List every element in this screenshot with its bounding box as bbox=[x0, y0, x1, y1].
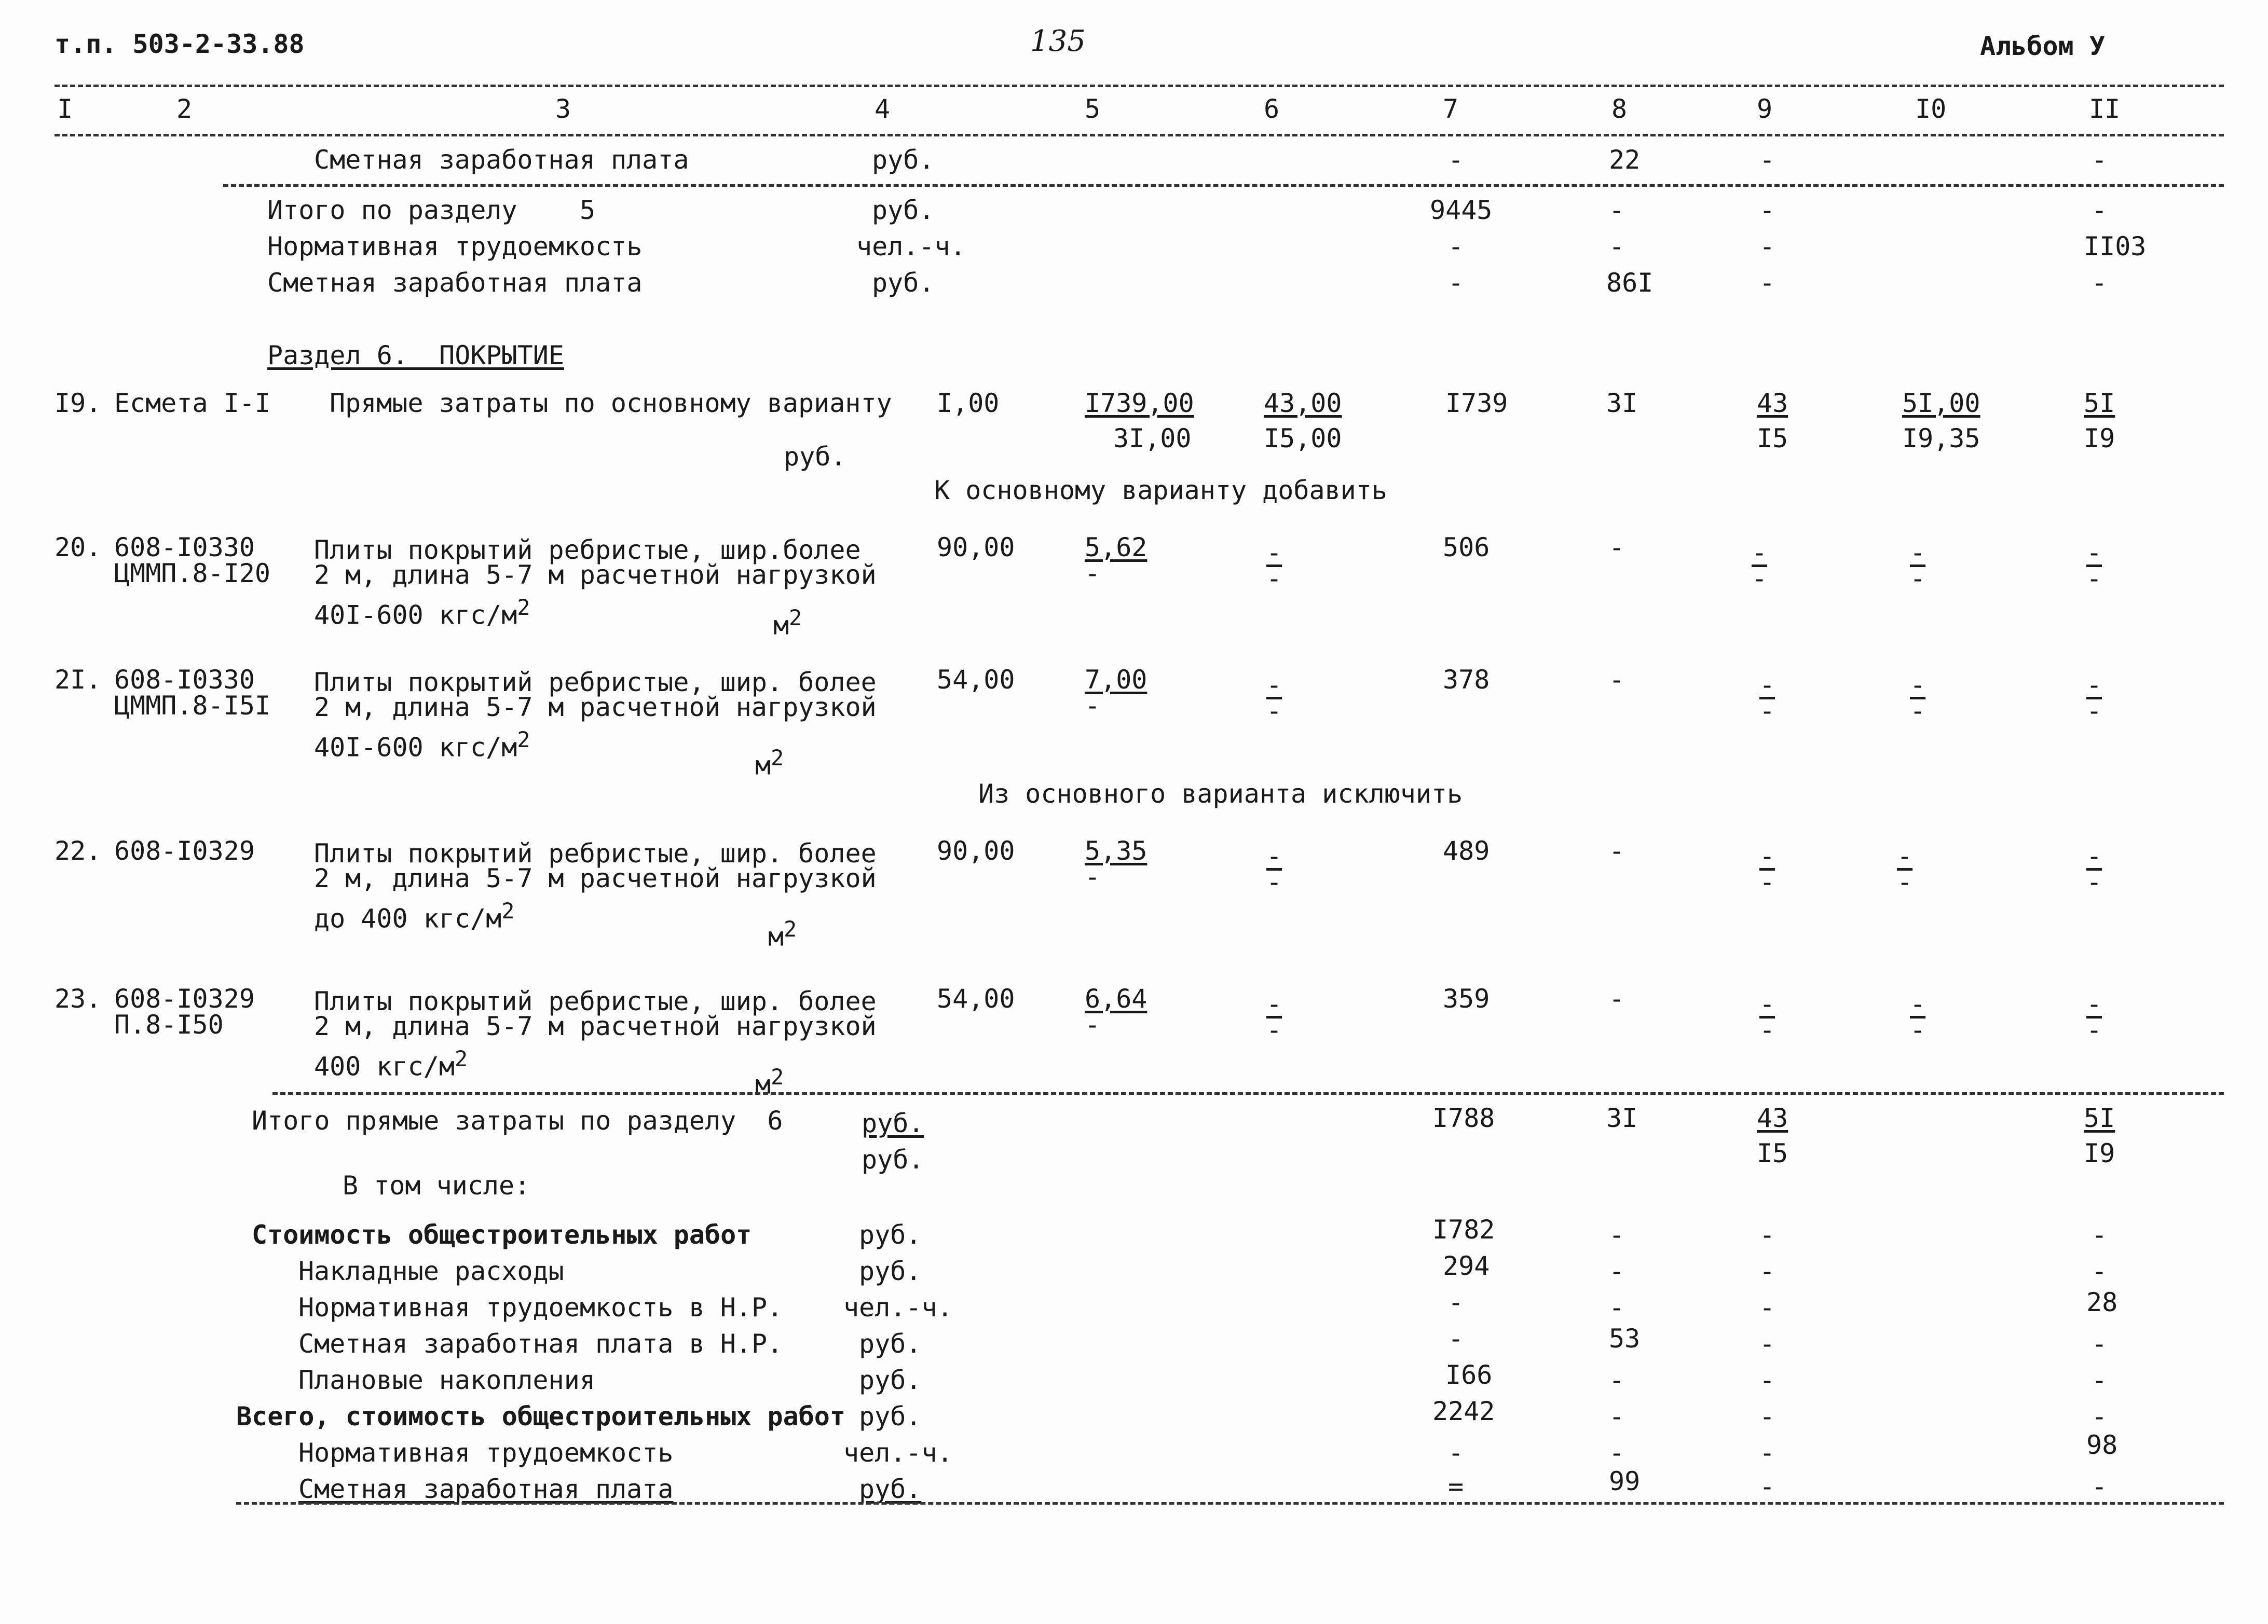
row19-c10a: 5I,00 bbox=[1902, 388, 1980, 418]
summary-4-c8: - bbox=[1609, 1365, 1625, 1395]
row20-name2: 2 м, длина 5-7 м расчетной нагрузкой bbox=[314, 560, 877, 590]
row20-num: 20. bbox=[54, 532, 102, 562]
summary-6-c9: - bbox=[1759, 1438, 1775, 1468]
row20-c8: - bbox=[1609, 532, 1625, 562]
labor5-c9: - bbox=[1759, 231, 1775, 262]
row23-c8: - bbox=[1609, 984, 1625, 1014]
summary-2-unit: чел.-ч. bbox=[843, 1292, 953, 1323]
row20-c5: 5,62 - bbox=[1085, 532, 1147, 588]
summary-4-unit: руб. bbox=[859, 1365, 922, 1395]
summary-1-unit: руб. bbox=[859, 1256, 922, 1286]
summary-3-c11: - bbox=[2092, 1329, 2108, 1359]
row20-unit: $м^2$ bbox=[773, 605, 802, 641]
row23-code1: 608-I0329 bbox=[114, 984, 255, 1014]
row22-name3: до 400 кгс/$м^2$ bbox=[314, 898, 515, 934]
top-wage-c7: - bbox=[1448, 145, 1464, 175]
col-header-9: 9 bbox=[1757, 94, 1773, 124]
summary-0-c7: I782 bbox=[1432, 1215, 1495, 1245]
album-label: Альбом У bbox=[1980, 31, 2105, 61]
row20-c7: 506 bbox=[1443, 532, 1490, 562]
summary-1-c9: - bbox=[1759, 1256, 1775, 1286]
summary-5-c9: - bbox=[1759, 1401, 1775, 1432]
wage5-c9: - bbox=[1759, 268, 1775, 298]
summary-7-c7: = bbox=[1448, 1471, 1464, 1502]
wage5-label: Сметная заработная плата bbox=[267, 268, 643, 298]
summary-5-c11: - bbox=[2092, 1401, 2108, 1432]
summary-1-c8: - bbox=[1609, 1256, 1625, 1286]
summary-7-c11: - bbox=[2092, 1471, 2108, 1502]
wage5-unit: руб. bbox=[872, 268, 935, 298]
wage5-c8: 86I bbox=[1606, 268, 1654, 298]
summary-0-unit: руб. bbox=[859, 1220, 922, 1250]
summary-3-unit: руб. bbox=[859, 1329, 922, 1359]
header-bottom-rule bbox=[54, 134, 2224, 136]
total6-c11b: I9 bbox=[2084, 1138, 2115, 1168]
row23-code2: П.8-I50 bbox=[114, 1010, 224, 1040]
summary-0-c9: - bbox=[1759, 1220, 1775, 1250]
row23-c5: 6,64 - bbox=[1085, 984, 1147, 1040]
summary-5-c8: - bbox=[1609, 1401, 1625, 1432]
header-top-rule bbox=[54, 85, 2224, 87]
total6-c9a: 43 bbox=[1757, 1103, 1788, 1133]
row21-c9: - - bbox=[1759, 670, 1775, 726]
row20-c11: - - bbox=[2086, 538, 2102, 594]
summary-6-unit: чел.-ч. bbox=[843, 1438, 953, 1468]
row22-c11: - - bbox=[2086, 841, 2102, 897]
row23-c10: - - bbox=[1910, 989, 1926, 1045]
summary-3-c8: 53 bbox=[1609, 1324, 1641, 1354]
row19-qty: I,00 bbox=[937, 388, 1000, 418]
col-header-6: 6 bbox=[1264, 94, 1280, 124]
wage5-c7: - bbox=[1448, 268, 1464, 298]
page-number: 135 bbox=[1030, 24, 1086, 58]
row22-num: 22. bbox=[54, 836, 102, 866]
summary-2-c11: 28 bbox=[2086, 1287, 2118, 1317]
row20-name3: 40I-600 кгс/$м^2$ bbox=[314, 595, 530, 630]
row21-num: 2I. bbox=[54, 665, 102, 695]
summary-4-label: Плановые накопления bbox=[298, 1365, 595, 1395]
top-wage-label: Сметная заработная плата bbox=[314, 145, 689, 175]
summary-2-c7: - bbox=[1448, 1287, 1464, 1317]
row23-name1: Плиты покрытий ребристые, шир. более bbox=[314, 986, 877, 1016]
summary-0-c8: - bbox=[1609, 1220, 1625, 1250]
row22-qty: 90,00 bbox=[937, 836, 1015, 866]
summary-6-c11: 98 bbox=[2086, 1430, 2118, 1460]
top-wage-unit: руб. bbox=[872, 145, 935, 175]
total5-c9: - bbox=[1759, 195, 1775, 225]
row21-name3: 40I-600 кгс/$м^2$ bbox=[314, 727, 530, 763]
labor5-unit: чел.-ч. bbox=[856, 231, 966, 262]
row20-qty: 90,00 bbox=[937, 532, 1015, 562]
row19-unit: руб. bbox=[784, 442, 846, 472]
row23-qty: 54,00 bbox=[937, 984, 1015, 1014]
row23-c9: - - bbox=[1759, 989, 1775, 1045]
row22-c7: 489 bbox=[1443, 836, 1490, 866]
summary-2-c9: - bbox=[1759, 1292, 1775, 1323]
summary-6-c8: - bbox=[1609, 1438, 1625, 1468]
row23-c11: - - bbox=[2086, 989, 2102, 1045]
col-header-10: I0 bbox=[1915, 94, 1947, 124]
summary-1-label: Накладные расходы bbox=[298, 1256, 564, 1286]
row22-code1: 608-I0329 bbox=[114, 836, 255, 866]
col-header-11: II bbox=[2089, 94, 2121, 124]
col-header-3: 3 bbox=[555, 94, 571, 124]
row23-c6: - - bbox=[1266, 989, 1282, 1045]
row21-c6: - - bbox=[1266, 670, 1282, 726]
summary-5-unit: руб. bbox=[859, 1401, 922, 1432]
summary-7-c9: - bbox=[1759, 1471, 1775, 1502]
row20-c6: - - bbox=[1266, 538, 1282, 594]
row19-c5b: 3I,00 bbox=[1113, 423, 1192, 453]
row19-c10b: I9,35 bbox=[1902, 423, 1980, 453]
top-wage-c9: - bbox=[1759, 145, 1775, 175]
row23-name2: 2 м, длина 5-7 м расчетной нагрузкой bbox=[314, 1011, 877, 1041]
row21-c10: - - bbox=[1910, 670, 1926, 726]
summary-6-label: Нормативная трудоемкость bbox=[298, 1438, 674, 1468]
col-header-1: I bbox=[57, 94, 73, 124]
row19-c9b: I5 bbox=[1757, 423, 1788, 453]
row22-c5: 5,35 - bbox=[1085, 836, 1147, 892]
summary-1-c11: - bbox=[2092, 1256, 2108, 1286]
summary-1-c7: 294 bbox=[1443, 1251, 1490, 1281]
row22-c9: - - bbox=[1759, 841, 1775, 897]
total6-c9b: I5 bbox=[1757, 1138, 1788, 1168]
summary-2-label: Нормативная трудоемкость в Н.Р. bbox=[298, 1292, 783, 1323]
total6-c7: I788 bbox=[1432, 1103, 1495, 1133]
row21-c7: 378 bbox=[1443, 665, 1490, 695]
total6-c11a: 5I bbox=[2084, 1103, 2115, 1133]
row19-c5a: I739,00 bbox=[1085, 388, 1194, 418]
add-note: К основному варианту добавить bbox=[934, 475, 1387, 505]
wage5-c11: - bbox=[2092, 268, 2108, 298]
row23-name3: 400 кгс/$м^2$ bbox=[314, 1046, 468, 1082]
total5-c11: - bbox=[2092, 195, 2108, 225]
summary-7-label: Сметная заработная плата bbox=[298, 1474, 674, 1504]
top-wage-c8: 22 bbox=[1609, 145, 1641, 175]
row20-code2: ЦММП.8-I20 bbox=[114, 558, 271, 588]
col-header-7: 7 bbox=[1443, 94, 1459, 124]
row21-name1: Плиты покрытий ребристые, шир. более bbox=[314, 667, 877, 697]
row21-c8: - bbox=[1609, 665, 1625, 695]
row21-c5: 7,00 - bbox=[1085, 665, 1147, 721]
row19-c6a: 43,00 bbox=[1264, 388, 1342, 418]
summary-4-c7: I66 bbox=[1445, 1360, 1493, 1390]
total6-unit1: руб. bbox=[862, 1108, 924, 1138]
summary-0-label: Стоимость общестроительных работ bbox=[252, 1220, 752, 1250]
row22-unit: $м^2$ bbox=[768, 916, 797, 952]
row22-c6: - - bbox=[1266, 841, 1282, 897]
summary-5-label: Всего, стоимость общестроительных работ bbox=[236, 1401, 845, 1432]
row19-c6b: I5,00 bbox=[1264, 423, 1342, 453]
row22-name2: 2 м, длина 5-7 м расчетной нагрузкой bbox=[314, 863, 877, 893]
total6-c8: 3I bbox=[1606, 1103, 1638, 1133]
top-wage-c11: - bbox=[2092, 145, 2108, 175]
row21-code2: ЦММП.8-I5I bbox=[114, 691, 271, 721]
row19-c9a: 43 bbox=[1757, 388, 1788, 418]
row20-name1: Плиты покрытий ребристые, шир.более bbox=[314, 535, 861, 565]
row21-name2: 2 м, длина 5-7 м расчетной нагрузкой bbox=[314, 692, 877, 722]
row19-c11a: 5I bbox=[2084, 388, 2115, 418]
total5-c8: - bbox=[1609, 195, 1625, 225]
labor5-c11: II03 bbox=[2084, 231, 2147, 262]
summary-3-c9: - bbox=[1759, 1329, 1775, 1359]
section5-rule bbox=[223, 184, 2224, 187]
col-header-4: 4 bbox=[875, 94, 891, 124]
row21-code1: 608-I0330 bbox=[114, 665, 255, 695]
final-rule bbox=[236, 1502, 2224, 1505]
total6-title: Итого прямые затраты по разделу 6 bbox=[252, 1106, 783, 1136]
row21-qty: 54,00 bbox=[937, 665, 1015, 695]
summary-2-c8: - bbox=[1609, 1292, 1625, 1323]
row23-c7: 359 bbox=[1443, 984, 1490, 1014]
labor5-c8: - bbox=[1609, 231, 1625, 262]
summary-7-c8: 99 bbox=[1609, 1466, 1641, 1496]
summary-3-c7: - bbox=[1448, 1324, 1464, 1354]
total6-unit2: руб. bbox=[862, 1145, 924, 1175]
summary-4-c11: - bbox=[2092, 1365, 2108, 1395]
row19-code: Есмета I-I bbox=[114, 388, 271, 418]
summary-5-c7: 2242 bbox=[1432, 1396, 1495, 1426]
row21-c11: - - bbox=[2086, 670, 2102, 726]
row19-name: Прямые затраты по основному варианту bbox=[330, 388, 892, 418]
labor5-label: Нормативная трудоемкость bbox=[267, 231, 643, 262]
labor5-c7: - bbox=[1448, 231, 1464, 262]
row20-c10: - - bbox=[1910, 538, 1926, 594]
col-header-5: 5 bbox=[1085, 94, 1101, 124]
row23-num: 23. bbox=[54, 984, 102, 1014]
row22-name1: Плиты покрытий ребристые, шир. более bbox=[314, 838, 877, 869]
col-header-8: 8 bbox=[1611, 94, 1628, 124]
row19-c7: I739 bbox=[1445, 388, 1508, 418]
row19-c8: 3I bbox=[1606, 388, 1638, 418]
total5-unit: руб. bbox=[872, 195, 935, 225]
row19-c11b: I9 bbox=[2084, 423, 2115, 453]
summary-0-c11: - bbox=[2092, 1220, 2108, 1250]
row19-num: I9. bbox=[54, 388, 102, 418]
including-label: В том числе: bbox=[343, 1171, 530, 1201]
row23-unit: $м^2$ bbox=[755, 1064, 784, 1100]
doc-code: т.п. 503-2-33.88 bbox=[54, 29, 305, 59]
total5-title: Итого по разделу 5 bbox=[267, 195, 596, 225]
row22-c8: - bbox=[1609, 836, 1625, 866]
row22-c10: - - bbox=[1897, 841, 1913, 897]
row21-unit: $м^2$ bbox=[755, 745, 784, 781]
total5-c7: 9445 bbox=[1430, 195, 1493, 225]
exclude-note: Из основного варианта исключить bbox=[978, 779, 1463, 809]
row20-c9: - - bbox=[1752, 538, 1768, 594]
summary-7-unit: руб. bbox=[859, 1474, 922, 1504]
section6-total-rule bbox=[272, 1092, 2224, 1095]
summary-3-label: Сметная заработная плата в Н.Р. bbox=[298, 1329, 783, 1359]
section6-title: Раздел 6. ПОКРЫТИЕ bbox=[267, 340, 564, 370]
summary-6-c7: - bbox=[1448, 1438, 1464, 1468]
col-header-2: 2 bbox=[176, 94, 193, 124]
row20-code1: 608-I0330 bbox=[114, 532, 255, 562]
summary-4-c9: - bbox=[1759, 1365, 1775, 1395]
